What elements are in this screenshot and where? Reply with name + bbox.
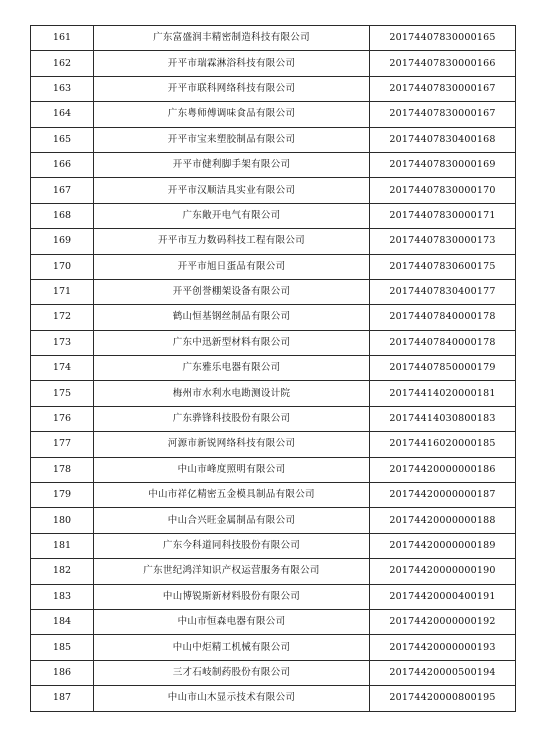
row-index-cell: 174 — [31, 356, 94, 381]
table-row — [31, 330, 516, 355]
table-row — [31, 26, 516, 51]
company-name-cell: 中山中炬精工机械有限公司 — [94, 635, 370, 660]
registration-code-cell: 20174420000000190 — [370, 559, 516, 584]
row-index-cell: 186 — [31, 660, 94, 685]
company-name-cell: 广东富盛润丰精密制造科技有限公司 — [94, 26, 370, 51]
document-page — [30, 25, 512, 712]
row-index-cell: 181 — [31, 533, 94, 558]
row-index-cell: 171 — [31, 279, 94, 304]
registration-code-cell: 20174420000000189 — [370, 533, 516, 558]
table-row — [31, 584, 516, 609]
registration-code-cell: 20174407830600175 — [370, 254, 516, 279]
company-name-cell: 开平创誉棚架设备有限公司 — [94, 279, 370, 304]
row-index-cell: 182 — [31, 559, 94, 584]
company-name-cell: 中山市峰度照明有限公司 — [94, 457, 370, 482]
table-row — [31, 508, 516, 533]
table-row — [31, 127, 516, 152]
table-row — [31, 559, 516, 584]
table-row — [31, 406, 516, 431]
table-row — [31, 152, 516, 177]
registration-code-cell: 20174420000400191 — [370, 584, 516, 609]
registration-code-cell: 20174407830000166 — [370, 51, 516, 76]
registration-code-cell: 20174420000000193 — [370, 635, 516, 660]
table-row — [31, 305, 516, 330]
company-name-cell: 开平市瑞霖淋浴科技有限公司 — [94, 51, 370, 76]
row-index-cell: 185 — [31, 635, 94, 660]
company-name-cell: 中山合兴旺金属制品有限公司 — [94, 508, 370, 533]
row-index-cell: 168 — [31, 203, 94, 228]
table-row — [31, 356, 516, 381]
company-name-cell: 广东敞开电气有限公司 — [94, 203, 370, 228]
table-row — [31, 483, 516, 508]
table-row — [31, 686, 516, 711]
registration-code-cell: 20174407840000178 — [370, 330, 516, 355]
table-row — [31, 279, 516, 304]
company-name-cell: 三才石岐制药股份有限公司 — [94, 660, 370, 685]
row-index-cell: 166 — [31, 152, 94, 177]
table-row — [31, 660, 516, 685]
company-name-cell: 开平市旭日蛋品有限公司 — [94, 254, 370, 279]
table-row — [31, 533, 516, 558]
row-index-cell: 163 — [31, 76, 94, 101]
company-name-cell: 广东骅锋科技股份有限公司 — [94, 406, 370, 431]
registration-code-cell: 20174414020000181 — [370, 381, 516, 406]
row-index-cell: 180 — [31, 508, 94, 533]
registration-code-cell: 20174420000000188 — [370, 508, 516, 533]
company-name-cell: 开平市互力数码科技工程有限公司 — [94, 229, 370, 254]
company-name-cell: 开平市联科网络科技有限公司 — [94, 76, 370, 101]
registration-code-cell: 20174420000000192 — [370, 609, 516, 634]
row-index-cell: 170 — [31, 254, 94, 279]
registration-code-cell: 20174420000800195 — [370, 686, 516, 711]
table-row — [31, 229, 516, 254]
row-index-cell: 161 — [31, 26, 94, 51]
company-name-cell: 梅州市水利水电勘测设计院 — [94, 381, 370, 406]
row-index-cell: 179 — [31, 483, 94, 508]
company-name-cell: 河源市新锐网络科技有限公司 — [94, 432, 370, 457]
registration-code-cell: 20174420000000186 — [370, 457, 516, 482]
table-row — [31, 76, 516, 101]
registration-code-cell: 20174407840000178 — [370, 305, 516, 330]
registration-code-cell: 20174416020000185 — [370, 432, 516, 457]
table-row — [31, 635, 516, 660]
table-row — [31, 178, 516, 203]
table-row — [31, 203, 516, 228]
row-index-cell: 172 — [31, 305, 94, 330]
company-name-cell: 广东世纪鸿洋知识产权运营服务有限公司 — [94, 559, 370, 584]
company-name-cell: 广东粤师傅调味食品有限公司 — [94, 102, 370, 127]
row-index-cell: 165 — [31, 127, 94, 152]
company-name-cell: 广东中迅新型材料有限公司 — [94, 330, 370, 355]
registration-code-cell: 20174407830000173 — [370, 229, 516, 254]
table-row — [31, 457, 516, 482]
table-body — [31, 26, 516, 712]
row-index-cell: 187 — [31, 686, 94, 711]
row-index-cell: 183 — [31, 584, 94, 609]
row-index-cell: 164 — [31, 102, 94, 127]
registration-code-cell: 20174407830400177 — [370, 279, 516, 304]
table-row — [31, 609, 516, 634]
registration-code-cell: 20174407830000165 — [370, 26, 516, 51]
company-name-cell: 中山市祥亿精密五金模具制品有限公司 — [94, 483, 370, 508]
registration-code-cell: 20174407850000179 — [370, 356, 516, 381]
registration-code-cell: 20174407830400168 — [370, 127, 516, 152]
company-name-cell: 广东雅乐电器有限公司 — [94, 356, 370, 381]
row-index-cell: 162 — [31, 51, 94, 76]
row-index-cell: 184 — [31, 609, 94, 634]
row-index-cell: 173 — [31, 330, 94, 355]
company-name-cell: 开平市汉顺洁具实业有限公司 — [94, 178, 370, 203]
row-index-cell: 175 — [31, 381, 94, 406]
company-name-cell: 广东今科道同科技股份有限公司 — [94, 533, 370, 558]
company-name-cell: 开平市宝来塑胶制品有限公司 — [94, 127, 370, 152]
company-name-cell: 中山市山木显示技术有限公司 — [94, 686, 370, 711]
table-row — [31, 381, 516, 406]
company-name-cell: 鹤山恒基钢丝制品有限公司 — [94, 305, 370, 330]
table-row — [31, 102, 516, 127]
registration-code-cell: 20174407830000167 — [370, 76, 516, 101]
registration-code-cell: 20174407830000170 — [370, 178, 516, 203]
table-row — [31, 432, 516, 457]
registration-code-cell: 20174407830000169 — [370, 152, 516, 177]
registration-code-cell: 20174407830000167 — [370, 102, 516, 127]
row-index-cell: 176 — [31, 406, 94, 431]
table-row — [31, 254, 516, 279]
registration-code-cell: 20174420000000187 — [370, 483, 516, 508]
company-name-cell: 开平市健利脚手架有限公司 — [94, 152, 370, 177]
row-index-cell: 167 — [31, 178, 94, 203]
registration-code-cell: 20174414030800183 — [370, 406, 516, 431]
registration-code-cell: 20174420000500194 — [370, 660, 516, 685]
row-index-cell: 177 — [31, 432, 94, 457]
company-name-cell: 中山博锐斯新材料股份有限公司 — [94, 584, 370, 609]
row-index-cell: 178 — [31, 457, 94, 482]
row-index-cell: 169 — [31, 229, 94, 254]
company-registry-table — [30, 25, 516, 712]
company-name-cell: 中山市恒森电器有限公司 — [94, 609, 370, 634]
registration-code-cell: 20174407830000171 — [370, 203, 516, 228]
table-row — [31, 51, 516, 76]
